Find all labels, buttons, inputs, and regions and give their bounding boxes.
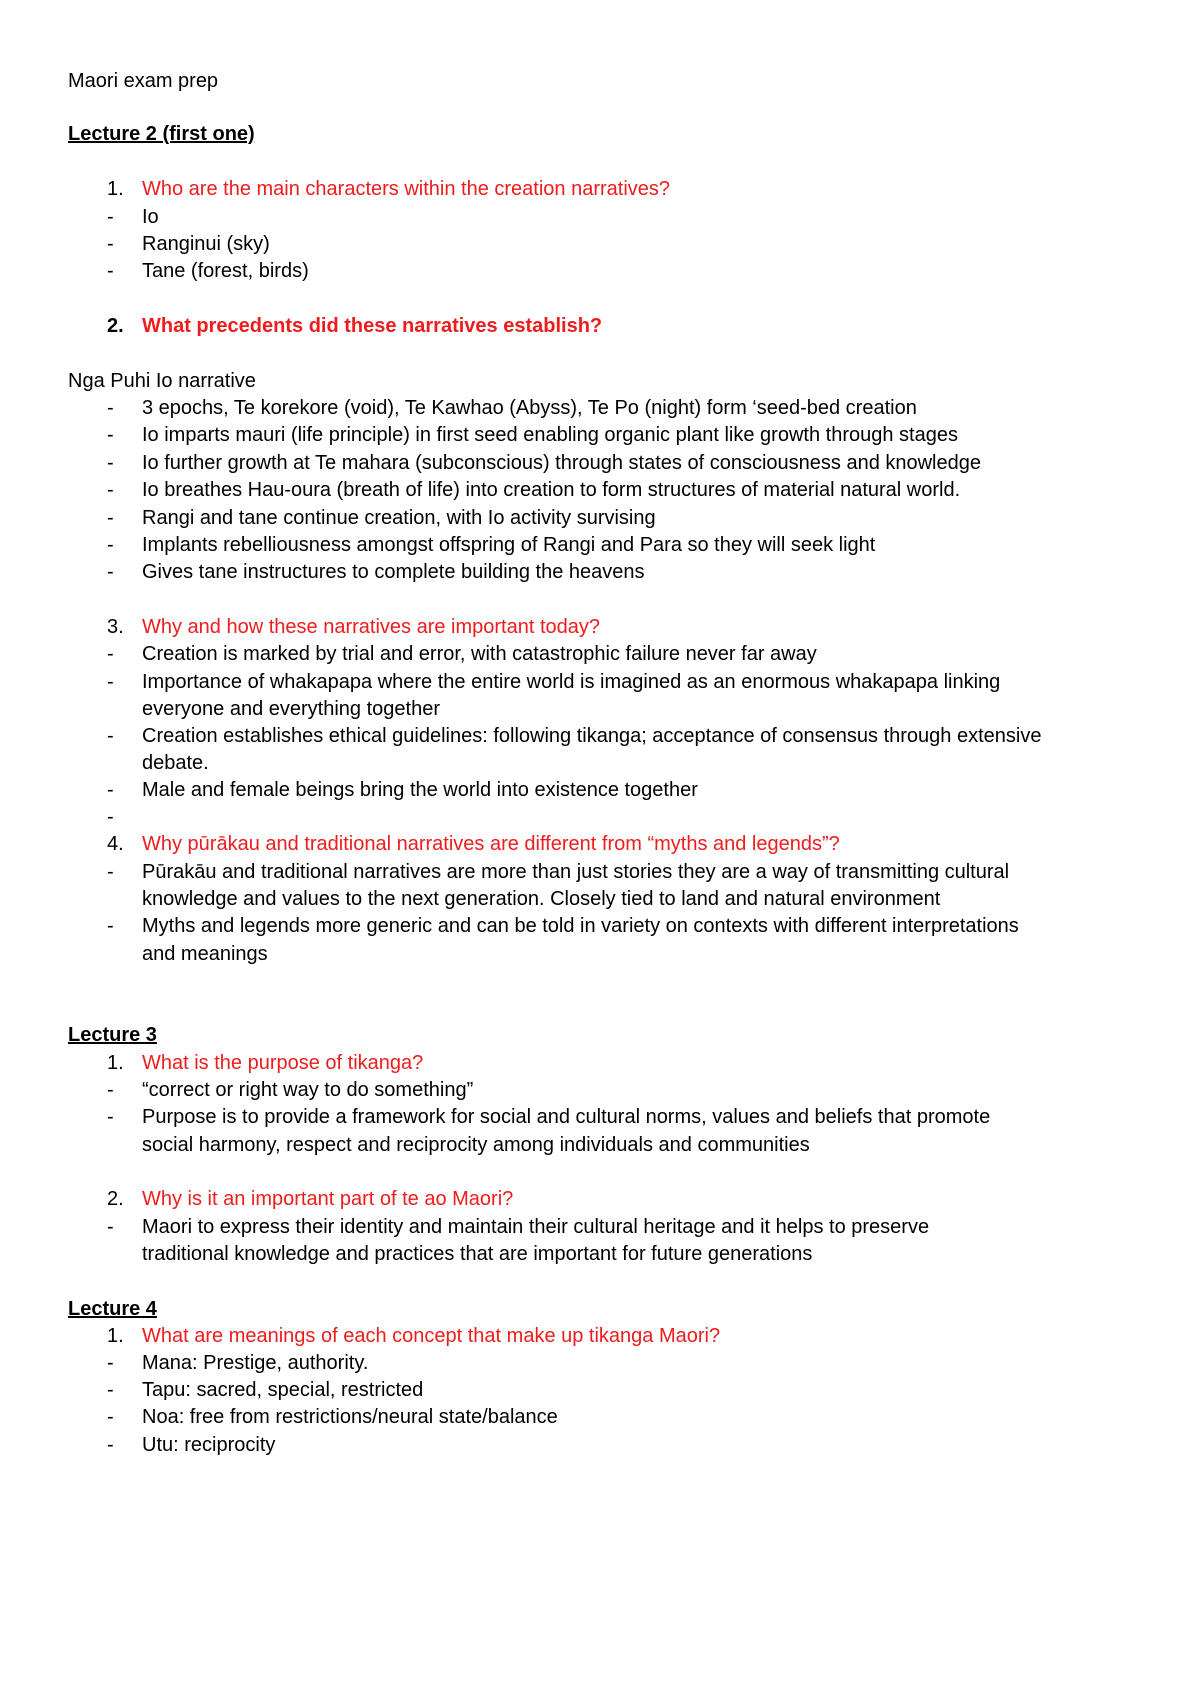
question-text: Why and how these narratives are important today?	[142, 616, 601, 638]
dash-marker: -	[107, 424, 114, 446]
item-text: Importance of whakapapa where the entire world is imagined as an enormous whakapapa linking	[142, 671, 1001, 693]
dash-marker: -	[107, 861, 114, 883]
item-text: traditional knowledge and practices that are important for future generations	[142, 1243, 813, 1265]
dash-marker: -	[107, 452, 114, 474]
lecture4-heading: Lecture 4	[68, 1298, 157, 1320]
item-text: Maori to express their identity and maintain their cultural heritage and it helps to preserve	[142, 1216, 930, 1238]
dash-marker: -	[107, 233, 114, 255]
item-text: Mana: Prestige, authority.	[142, 1352, 369, 1374]
item-text: Purpose is to provide a framework for social and cultural norms, values and beliefs that promote	[142, 1106, 991, 1128]
item-text: Io breathes Hau-oura (breath of life) into creation to form structures of material natural world.	[142, 479, 961, 501]
lecture3-heading: Lecture 3	[68, 1024, 157, 1046]
question-text: What precedents did these narratives establish?	[142, 315, 603, 337]
dash-marker: -	[107, 206, 114, 228]
item-text: Tapu: sacred, special, restricted	[142, 1379, 424, 1401]
item-text: debate.	[142, 752, 209, 774]
dash-marker: -	[107, 1079, 114, 1101]
item-text: knowledge and values to the next generation. Closely tied to land and natural environment	[142, 888, 941, 910]
dash-marker: -	[107, 1406, 114, 1428]
item-text: Io	[142, 206, 159, 228]
dash-marker: -	[107, 1434, 114, 1456]
item-text: Io imparts mauri (life principle) in first seed enabling organic plant like growth through stages	[142, 424, 958, 446]
q-number: 2.	[107, 315, 124, 337]
item-text: Implants rebelliousness amongst offspring of Rangi and Para so they will seek light	[142, 534, 876, 556]
q-number: 3.	[107, 616, 124, 638]
item-text: Io further growth at Te mahara (subconscious) through states of consciousness and knowledge	[142, 452, 981, 474]
item-text: Myths and legends more generic and can be told in variety on contexts with different interpretations	[142, 915, 1019, 937]
dash-marker: -	[107, 806, 114, 828]
q-number: 1.	[107, 178, 124, 200]
item-text: social harmony, respect and reciprocity among individuals and communities	[142, 1134, 810, 1156]
item-text: Rangi and tane continue creation, with Io activity survising	[142, 507, 656, 529]
question-text: Why is it an important part of te ao Maori?	[142, 1188, 514, 1210]
lecture2-heading: Lecture 2 (first one)	[68, 123, 255, 145]
dash-marker: -	[107, 1352, 114, 1374]
dash-marker: -	[107, 643, 114, 665]
dash-marker: -	[107, 260, 114, 282]
dash-marker: -	[107, 671, 114, 693]
dash-marker: -	[107, 1379, 114, 1401]
question-text: Who are the main characters within the creation narratives?	[142, 178, 671, 200]
dash-marker: -	[107, 397, 114, 419]
item-text: Utu: reciprocity	[142, 1434, 276, 1456]
dash-marker: -	[107, 779, 114, 801]
dash-marker: -	[107, 915, 114, 937]
item-text: Creation is marked by trial and error, with catastrophic failure never far away	[142, 643, 817, 665]
dash-marker: -	[107, 507, 114, 529]
item-text: everyone and everything together	[142, 698, 440, 720]
item-text: Pūrakāu and traditional narratives are more than just stories they are a way of transmitting cultural	[142, 861, 1010, 883]
dash-marker: -	[107, 534, 114, 556]
question-text: What are meanings of each concept that make up tikanga Maori?	[142, 1325, 721, 1347]
ngapuhi-label: Nga Puhi Io narrative	[68, 370, 256, 392]
item-text: Noa: free from restrictions/neural state/balance	[142, 1406, 558, 1428]
q-number: 1.	[107, 1052, 124, 1074]
dash-marker: -	[107, 1106, 114, 1128]
item-text: Tane (forest, birds)	[142, 260, 309, 282]
dash-marker: -	[107, 561, 114, 583]
item-text: “correct or right way to do something”	[142, 1079, 474, 1101]
item-text: Gives tane instructures to complete building the heavens	[142, 561, 645, 583]
q-number: 2.	[107, 1188, 124, 1210]
item-text: and meanings	[142, 943, 268, 965]
question-text: What is the purpose of tikanga?	[142, 1052, 424, 1074]
dash-marker: -	[107, 725, 114, 747]
item-text: Ranginui (sky)	[142, 233, 270, 255]
dash-marker: -	[107, 1216, 114, 1238]
question-text: Why pūrākau and traditional narratives are different from “myths and legends”?	[142, 833, 840, 855]
dash-marker: -	[107, 479, 114, 501]
q-number: 4.	[107, 833, 124, 855]
item-text: 3 epochs, Te korekore (void), Te Kawhao (Abyss), Te Po (night) form ‘seed-bed creation	[142, 397, 917, 419]
doc-title: Maori exam prep	[68, 70, 219, 92]
item-text: Creation establishes ethical guidelines: following tikanga; acceptance of consensus through extensive	[142, 725, 1042, 747]
q-number: 1.	[107, 1325, 124, 1347]
item-text: Male and female beings bring the world into existence together	[142, 779, 698, 801]
